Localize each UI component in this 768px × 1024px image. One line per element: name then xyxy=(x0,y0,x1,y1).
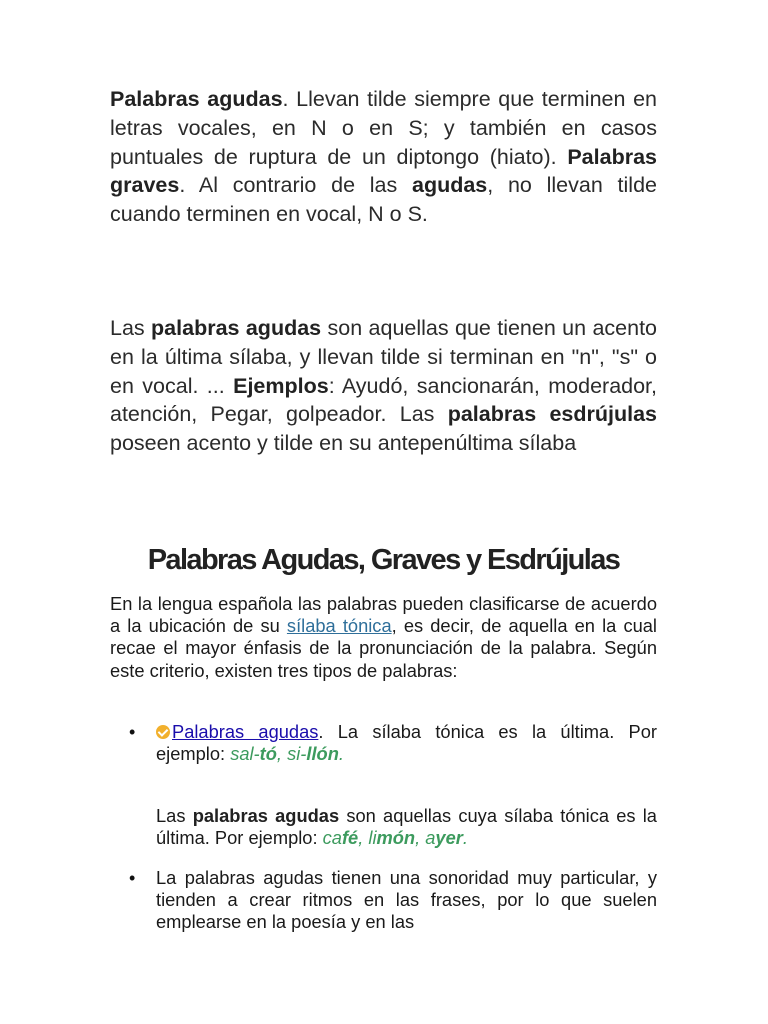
list-item-agudas xyxy=(156,721,657,765)
list-subparagraph xyxy=(156,805,657,849)
bold-term: agudas xyxy=(411,173,488,198)
example-word: sal-tó, si-llón. xyxy=(230,743,344,765)
text: Las xyxy=(156,805,193,826)
text: , no llevan tilde cuando terminen en vocal, N o S. xyxy=(110,173,657,227)
silaba-tonica-link[interactable]: sílaba tónica xyxy=(286,615,392,637)
bold-term: palabras agudas xyxy=(192,805,340,826)
text: : Ayudó, sancionarán, moderador, atención, Pegar, golpeador. Las xyxy=(110,373,658,427)
bold-term: palabras esdrújulas xyxy=(447,402,657,427)
bold-term: Palabras agudas xyxy=(110,87,283,111)
text: . Al contrario de las xyxy=(179,173,412,198)
check-circle-icon xyxy=(156,725,170,739)
paragraph-agudas-graves xyxy=(110,85,657,229)
text: . Llevan tilde siempre que terminen en letras vocales, en N o en S; y también en casos puntuales de ruptura de un diptongo (hiato). xyxy=(110,87,657,169)
list-item-sonoridad: La palabras agudas tienen una sonoridad muy particular, y tienden a crear ritmos en las frases, por lo que suelen emplearse en la poesía y en las xyxy=(156,867,657,933)
example-word: café, limón, ayer. xyxy=(322,827,468,849)
bold-term: Ejemplos xyxy=(233,373,329,398)
text: poseen acento y tilde en su antepenúltima sílaba xyxy=(110,431,577,456)
intro-paragraph xyxy=(110,593,657,682)
section-heading: Palabras Agudas, Graves y Esdrújulas xyxy=(147,544,620,576)
text: son aquellas cuya sílaba tónica es la última. Por ejemplo: xyxy=(156,805,657,849)
text: . La sílaba tónica es la última. Por ejemplo: xyxy=(156,721,657,765)
bold-term: palabras agudas xyxy=(151,316,322,340)
palabras-agudas-link[interactable]: Palabras agudas xyxy=(172,721,319,742)
list-bullet: • xyxy=(129,868,136,888)
text: , es decir, de aquella en la cual recae el mayor énfasis de la pronunciación de la palabra. Según este criterio, existen tres tipos de palabras: xyxy=(110,615,657,681)
text: En la lengua española las palabras pueden clasificarse de acuerdo a la ubicación de su xyxy=(110,593,657,637)
text: son aquellas que tienen un acento en la última sílaba, y llevan tilde si terminan en "n", "s" o en vocal. ... xyxy=(110,316,658,398)
text: Las xyxy=(110,316,152,340)
bold-term: Palabras graves xyxy=(110,144,657,198)
list-bullet: • xyxy=(129,722,136,742)
paragraph-definition xyxy=(110,314,657,458)
